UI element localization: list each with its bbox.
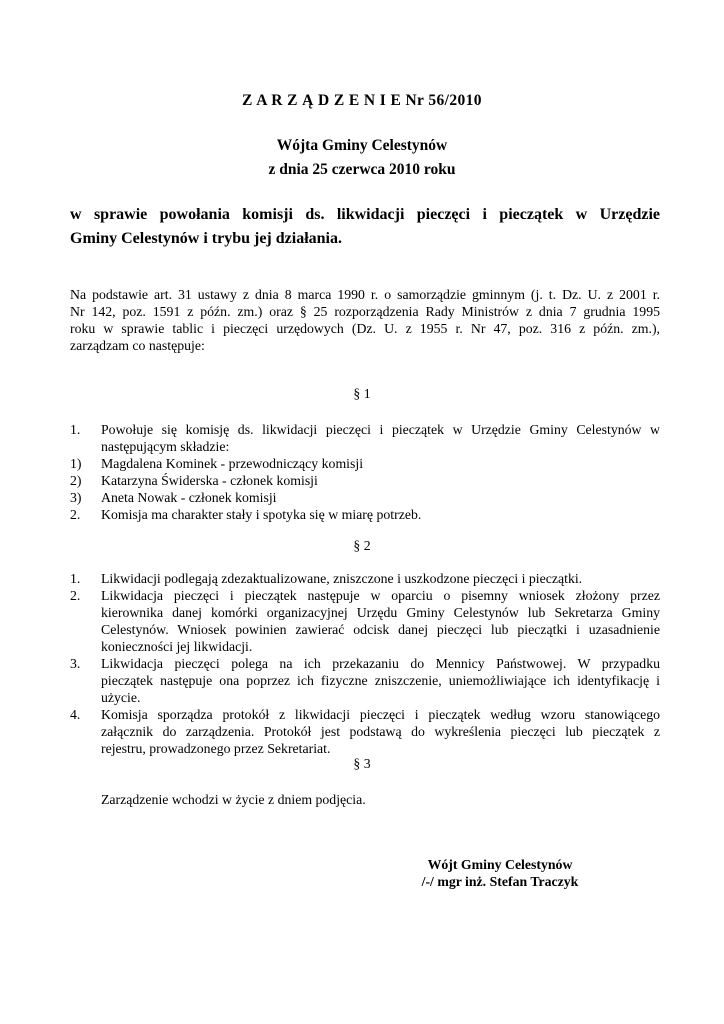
list-item-line: Likwidacja pieczęci polega na ich przekazaniu do Mennicy Państwowej. W przypadku [101, 656, 660, 671]
list-item-line: Likwidacja pieczęci i pieczątek następuje w oparciu o pisemny wniosek złożony przez [101, 588, 660, 603]
list-item [70, 587, 660, 655]
list-item [70, 472, 660, 489]
date-line: z dnia 25 czerwca 2010 roku [268, 161, 456, 178]
list-item-number: 1. [70, 571, 81, 586]
document-title: Z A R Z Ą D Z E N I E Nr 56/2010 [242, 92, 482, 109]
signature-name: /-/ mgr inż. Stefan Traczyk [421, 874, 579, 889]
section-3-text: Zarządzenie wchodzi w życie z dniem podjęcia. [101, 792, 366, 807]
signature-title: Wójt Gminy Celestynów [427, 857, 573, 872]
list-item-number: 2) [70, 473, 82, 488]
list-item-line: następującym składzie: [101, 439, 230, 454]
list-item [70, 421, 660, 455]
list-item-number: 4. [70, 707, 81, 722]
list-item-line: Magdalena Kominek - przewodniczący komisji [101, 456, 364, 471]
list-item-line: rejestru, prowadzonego przez Sekretariat. [101, 741, 331, 756]
subject-heading [70, 203, 660, 251]
preamble-line: roku w sprawie tablic i pieczęci urzędowych (Dz. U. z 1955 r. Nr 47, poz. 316 z późn. zm.), [70, 321, 660, 336]
section-2-heading: § 2 [353, 538, 371, 553]
list-item-line: kierownika danej komórki organizacyjnej Urzędu Gminy Celestynów lub Sekretarza Gminy [101, 605, 660, 620]
list-item-line: Aneta Nowak - członek komisji [101, 490, 277, 505]
list-item [70, 570, 660, 587]
list-item-line: załącznik do zarządzenia. Protokół jest podstawą do wykreślenia pieczęci lub pieczątek z [101, 724, 660, 739]
list-item [70, 706, 660, 757]
list-item-line: Komisja ma charakter stały i spotyka się w miarę potrzeb. [101, 507, 422, 522]
list-item-line: Komisja sporządza protokół z likwidacji pieczęci i pieczątek według wzoru stanowiącego [101, 707, 660, 722]
list-item-line: Celestynów. Wniosek powinien zawierać odcisk danej pieczęci lub pieczątki i uzasadnienie [101, 622, 660, 637]
preamble-line: Nr 142, poz. 1591 z późn. zm.) oraz § 25 rozporządzenia Rady Ministrów z dnia 7 grudnia 1995 [70, 304, 660, 319]
list-item-number: 1) [70, 456, 82, 471]
list-item-line: pieczątek następuje ona poprzez ich fizyczne zniszczenie, uniemożliwiające ich identyfikację i [101, 673, 660, 688]
preamble-line: zarządzam co następuje: [70, 338, 205, 353]
list-item [70, 455, 660, 472]
section-3-heading: § 3 [353, 756, 371, 771]
list-item-number: 2. [70, 588, 81, 603]
list-item-number: 3) [70, 490, 82, 505]
subject-line: w sprawie powołania komisji ds. likwidacji pieczęci i pieczątek w Urzędzie [70, 206, 660, 223]
list-item [70, 489, 660, 506]
list-item-number: 3. [70, 656, 81, 671]
section-1-list [70, 421, 660, 523]
list-item-line: Katarzyna Świderska - członek komisji [101, 473, 318, 488]
section-2-list [70, 570, 660, 757]
list-item-line: Powołuje się komisję ds. likwidacji pieczęci i pieczątek w Urzędzie Gminy Celestynów w [101, 422, 660, 437]
list-item-number: 1. [70, 422, 81, 437]
list-item [70, 506, 660, 523]
subject-line: Gminy Celestynów i trybu jej działania. [70, 230, 342, 247]
list-item [70, 655, 660, 706]
preamble-line: Na podstawie art. 31 ustawy z dnia 8 marca 1990 r. o samorządzie gminnym (j. t. Dz. U. z 2001 r. [70, 287, 660, 302]
signature-block [380, 856, 620, 890]
list-item-number: 2. [70, 507, 81, 522]
issuer-line: Wójta Gminy Celestynów [276, 137, 448, 154]
section-1-heading: § 1 [353, 386, 371, 401]
list-item-line: konieczności jej likwidacji. [101, 639, 253, 654]
preamble [70, 286, 660, 354]
list-item-line: użycie. [101, 690, 141, 705]
list-item-line: Likwidacji podlegają zdezaktualizowane, zniszczone i uszkodzone pieczęci i pieczątki. [101, 571, 583, 586]
